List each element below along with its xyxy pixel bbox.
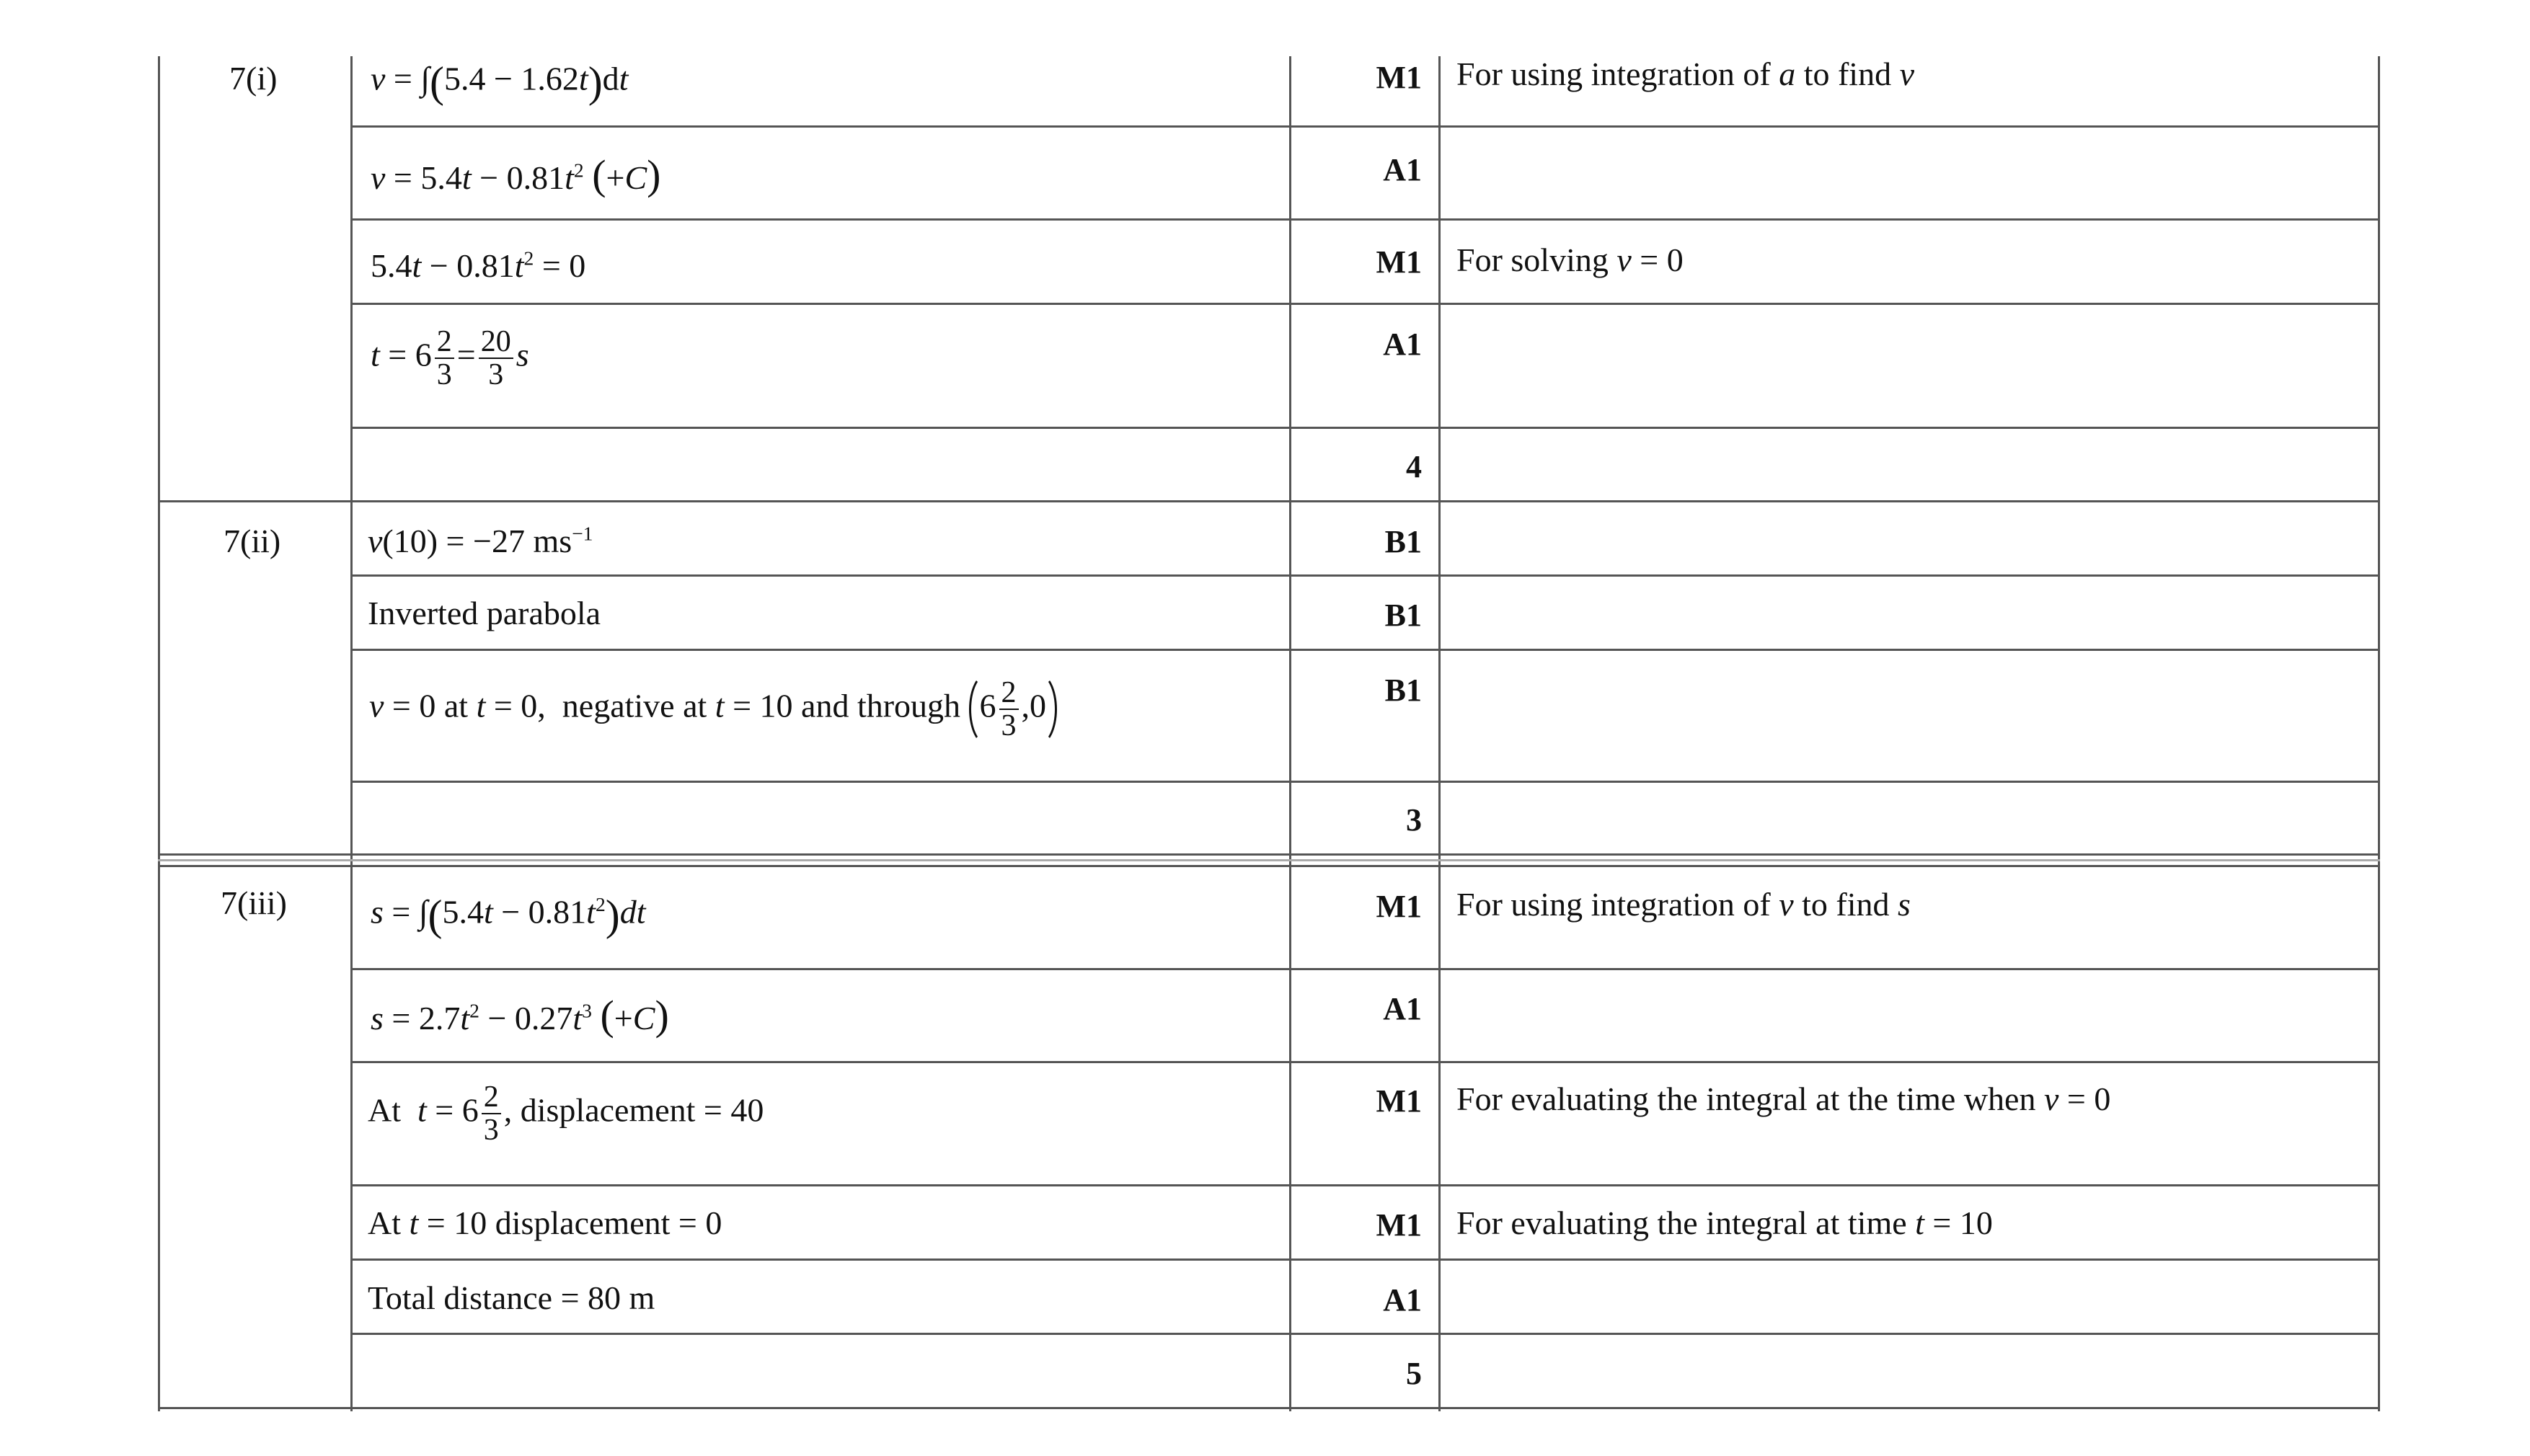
row-divider [350, 218, 2380, 221]
row-divider [350, 968, 2380, 970]
table-border-left [158, 56, 160, 1411]
answer-cell: $s = 2.7t^2 - 0.27t^3$ (+C) [371, 992, 669, 1039]
answer-cell: $s = \int(5.4t - 0.81t^2)dt$ [371, 892, 646, 939]
mark-cell: B1 [1384, 524, 1422, 559]
question-number: 7(ii) [224, 523, 281, 559]
mark-cell: M1 [1376, 1207, 1422, 1243]
question-number: 7(i) [229, 60, 278, 97]
guidance-cell: For evaluating the integral at the time when v = 0 [1456, 1080, 2111, 1117]
section-divider [158, 500, 2380, 502]
guidance-cell: For using integration of a to find v [1456, 56, 1914, 92]
question-number: 7(iii) [221, 884, 287, 921]
mark-cell: A1 [1383, 152, 1422, 187]
guidance-cell: For evaluating the integral at time t = 10 [1456, 1204, 1993, 1241]
section-divider [158, 853, 2380, 856]
mark-cell: A1 [1383, 991, 1422, 1026]
row-divider [350, 1259, 2380, 1261]
answer-cell: Inverted parabola [368, 595, 601, 631]
row-divider [350, 125, 2380, 128]
section-divider [158, 859, 2380, 861]
section-total: 4 [1406, 449, 1422, 484]
guidance-cell: For solving v = 0 [1456, 241, 1684, 278]
mark-cell: M1 [1376, 244, 1422, 280]
table-border-right [2378, 56, 2380, 1411]
answer-cell: v = 0 at t = 0, negative at t = 10 and through 6 $\frac{2}{3}$ ,0 [369, 673, 1057, 745]
mark-cell: A1 [1383, 327, 1422, 362]
section-total: 5 [1406, 1356, 1422, 1391]
mark-cell: B1 [1384, 598, 1422, 633]
answer-cell: At t = 6 $\frac{2}{3}$ , displacement = 40 [368, 1080, 764, 1148]
answer-cell: $v = 5.4t - 0.81t^2$ (+C) [371, 151, 661, 198]
answer-cell: v(10) = −27 $ms^{-1}$ [368, 522, 593, 559]
row-divider [350, 574, 2380, 577]
answer-cell: v = ∫(5.4 − 1.62t)dt [371, 58, 629, 106]
row-divider [350, 781, 2380, 783]
answer-cell: At t = 10 displacement = 0 [368, 1204, 722, 1241]
column-divider-guidance [1438, 56, 1441, 1411]
row-divider [350, 427, 2380, 429]
mark-cell: A1 [1383, 1282, 1422, 1318]
guidance-cell: For using integration of v to find s [1456, 886, 1911, 923]
answer-cell: $5.4t - 0.81t^2 = 0$ [371, 247, 586, 284]
row-divider [350, 1333, 2380, 1335]
section-total: 3 [1406, 802, 1422, 838]
table-border-bottom [158, 1407, 2380, 1409]
mark-cell: B1 [1384, 672, 1422, 708]
mark-cell: M1 [1376, 60, 1422, 95]
column-divider-answer [350, 56, 353, 1411]
row-divider [350, 303, 2380, 305]
column-divider-marks [1289, 56, 1291, 1411]
row-divider [350, 1061, 2380, 1063]
row-divider [350, 649, 2380, 651]
row-divider [350, 1184, 2380, 1186]
answer-cell: Total distance = 80 m [368, 1279, 655, 1316]
mark-cell: M1 [1376, 889, 1422, 924]
mark-cell: M1 [1376, 1083, 1422, 1119]
section-divider [158, 865, 2380, 867]
answer-cell: t = 6 $\frac{2}{3}$ = $\frac{20}{3}$ s [371, 325, 529, 392]
